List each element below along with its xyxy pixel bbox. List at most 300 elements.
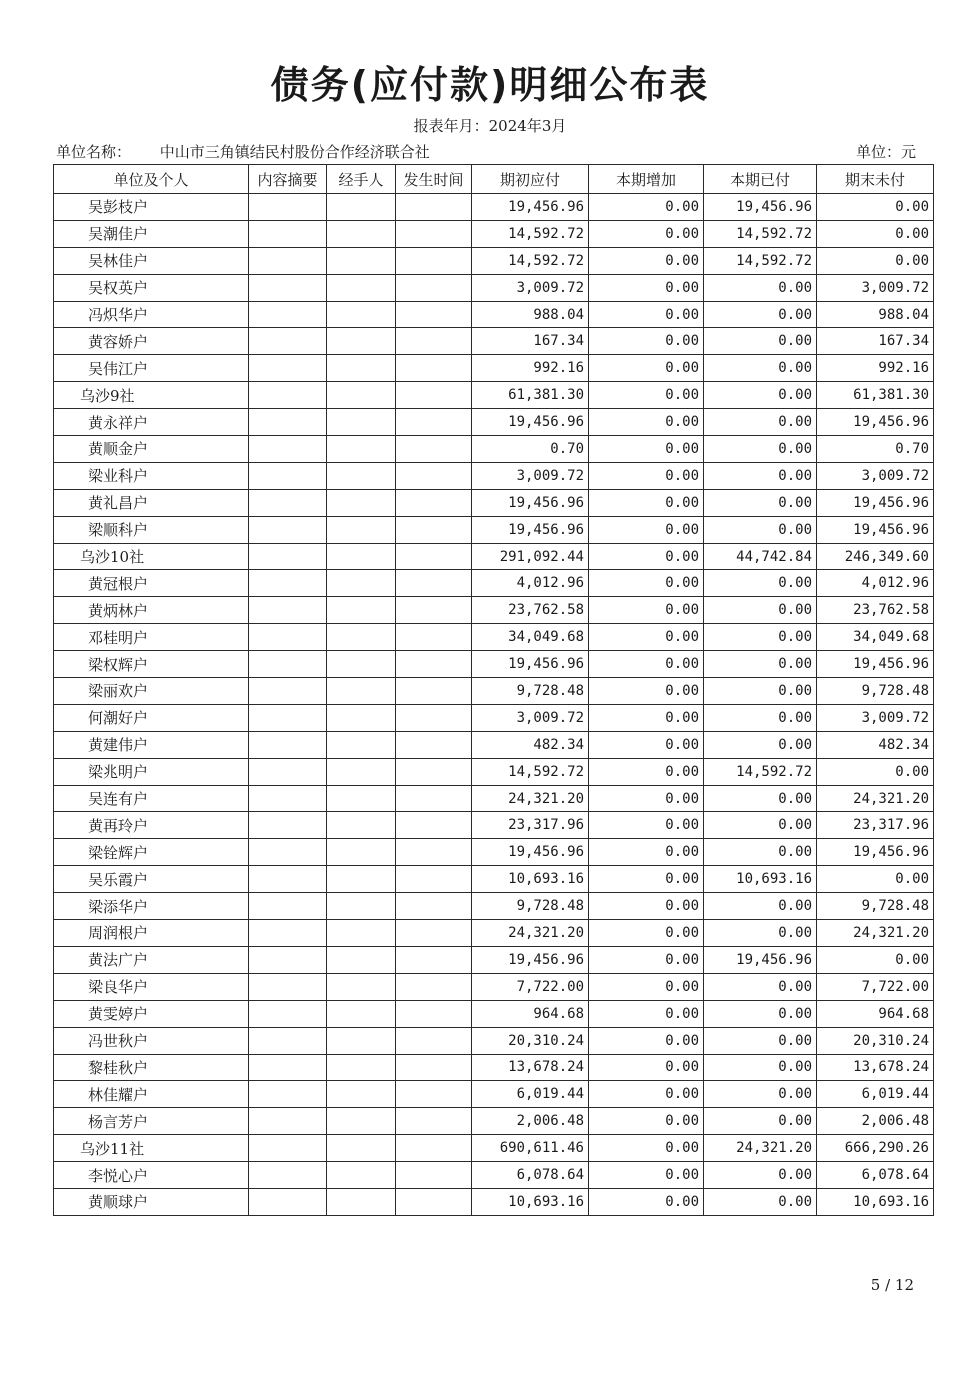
cell-unit-name: 邓桂明户 <box>54 624 249 651</box>
cell-paid: 10,693.16 <box>704 866 817 893</box>
cell-summary <box>249 758 327 785</box>
cell-date <box>396 597 472 624</box>
cell-increase: 0.00 <box>589 893 704 920</box>
cell-handler <box>327 785 396 812</box>
cell-handler <box>327 812 396 839</box>
cell-handler <box>327 301 396 328</box>
cell-unit-name: 黎桂秋户 <box>54 1054 249 1081</box>
table-row <box>54 194 934 221</box>
cell-opening: 19,456.96 <box>472 409 589 436</box>
cell-summary <box>249 812 327 839</box>
cell-paid: 44,742.84 <box>704 543 817 570</box>
cell-paid: 0.00 <box>704 516 817 543</box>
cell-unit-name: 吴权英户 <box>54 274 249 301</box>
cell-paid: 0.00 <box>704 1162 817 1189</box>
cell-summary <box>249 516 327 543</box>
cell-opening: 9,728.48 <box>472 678 589 705</box>
cell-unit-name: 梁顺科户 <box>54 516 249 543</box>
cell-increase: 0.00 <box>589 328 704 355</box>
table-row <box>54 651 934 678</box>
cell-handler <box>327 1108 396 1135</box>
cell-date <box>396 516 472 543</box>
cell-opening: 14,592.72 <box>472 758 589 785</box>
cell-increase: 0.00 <box>589 1188 704 1215</box>
cell-handler <box>327 1054 396 1081</box>
cell-opening: 34,049.68 <box>472 624 589 651</box>
cell-paid: 0.00 <box>704 355 817 382</box>
table-row <box>54 758 934 785</box>
table-row <box>54 436 934 463</box>
cell-closing: 992.16 <box>817 355 934 382</box>
cell-closing: 0.00 <box>817 247 934 274</box>
table-row <box>54 355 934 382</box>
cell-closing: 6,078.64 <box>817 1162 934 1189</box>
table-header-row <box>54 165 934 194</box>
cell-summary <box>249 409 327 436</box>
cell-opening: 24,321.20 <box>472 920 589 947</box>
cell-summary <box>249 866 327 893</box>
cell-increase: 0.00 <box>589 731 704 758</box>
cell-opening: 10,693.16 <box>472 1188 589 1215</box>
cell-closing: 2,006.48 <box>817 1108 934 1135</box>
cell-date <box>396 893 472 920</box>
cell-increase: 0.00 <box>589 812 704 839</box>
cell-paid: 0.00 <box>704 1027 817 1054</box>
cell-handler <box>327 624 396 651</box>
cell-date <box>396 274 472 301</box>
cell-handler <box>327 597 396 624</box>
cell-unit-name: 黄炳林户 <box>54 597 249 624</box>
table-row <box>54 516 934 543</box>
cell-increase: 0.00 <box>589 570 704 597</box>
cell-opening: 6,019.44 <box>472 1081 589 1108</box>
cell-date <box>396 328 472 355</box>
cell-handler <box>327 1162 396 1189</box>
col-header-summary: 内容摘要 <box>249 165 327 194</box>
table-row <box>54 220 934 247</box>
cell-opening: 19,456.96 <box>472 194 589 221</box>
table-row <box>54 570 934 597</box>
cell-summary <box>249 301 327 328</box>
cell-date <box>396 194 472 221</box>
ledger-table <box>53 164 934 1216</box>
cell-closing: 10,693.16 <box>817 1188 934 1215</box>
currency-unit: 单位：元 <box>855 143 916 161</box>
cell-paid: 0.00 <box>704 328 817 355</box>
table-row <box>54 785 934 812</box>
cell-unit-name: 梁铨辉户 <box>54 839 249 866</box>
cell-closing: 9,728.48 <box>817 678 934 705</box>
cell-opening: 9,728.48 <box>472 893 589 920</box>
cell-date <box>396 570 472 597</box>
cell-paid: 19,456.96 <box>704 946 817 973</box>
cell-paid: 0.00 <box>704 731 817 758</box>
cell-handler <box>327 678 396 705</box>
cell-date <box>396 704 472 731</box>
cell-increase: 0.00 <box>589 704 704 731</box>
cell-handler <box>327 516 396 543</box>
table-row <box>54 678 934 705</box>
cell-unit-name: 冯世秋户 <box>54 1027 249 1054</box>
cell-opening: 988.04 <box>472 301 589 328</box>
table-row <box>54 301 934 328</box>
cell-paid: 0.00 <box>704 920 817 947</box>
cell-opening: 3,009.72 <box>472 462 589 489</box>
cell-opening: 19,456.96 <box>472 839 589 866</box>
cell-opening: 690,611.46 <box>472 1135 589 1162</box>
cell-unit-name: 林佳耀户 <box>54 1081 249 1108</box>
cell-closing: 167.34 <box>817 328 934 355</box>
cell-paid: 0.00 <box>704 704 817 731</box>
cell-unit-name: 梁兆明户 <box>54 758 249 785</box>
cell-summary <box>249 462 327 489</box>
cell-date <box>396 866 472 893</box>
cell-handler <box>327 1000 396 1027</box>
cell-summary <box>249 651 327 678</box>
cell-unit-name: 吴潮佳户 <box>54 220 249 247</box>
cell-closing: 0.70 <box>817 436 934 463</box>
cell-closing: 0.00 <box>817 194 934 221</box>
cell-date <box>396 920 472 947</box>
cell-unit-name: 李悦心户 <box>54 1162 249 1189</box>
cell-unit-name: 吴乐霞户 <box>54 866 249 893</box>
cell-handler <box>327 839 396 866</box>
cell-closing: 34,049.68 <box>817 624 934 651</box>
cell-increase: 0.00 <box>589 301 704 328</box>
cell-paid: 24,321.20 <box>704 1135 817 1162</box>
cell-paid: 0.00 <box>704 973 817 1000</box>
table-body <box>54 194 934 1216</box>
cell-unit-name: 梁良华户 <box>54 973 249 1000</box>
cell-date <box>396 436 472 463</box>
cell-summary <box>249 1081 327 1108</box>
unit-info <box>56 141 430 162</box>
cell-date <box>396 785 472 812</box>
cell-increase: 0.00 <box>589 1054 704 1081</box>
cell-paid: 0.00 <box>704 382 817 409</box>
cell-opening: 23,762.58 <box>472 597 589 624</box>
cell-closing: 3,009.72 <box>817 274 934 301</box>
cell-unit-name: 乌沙11社 <box>54 1135 249 1162</box>
cell-handler <box>327 220 396 247</box>
cell-date <box>396 1188 472 1215</box>
cell-date <box>396 973 472 1000</box>
cell-unit-name: 吴连有户 <box>54 785 249 812</box>
cell-paid: 0.00 <box>704 597 817 624</box>
cell-handler <box>327 920 396 947</box>
cell-summary <box>249 1108 327 1135</box>
cell-unit-name: 黄永祥户 <box>54 409 249 436</box>
cell-summary <box>249 946 327 973</box>
cell-paid: 19,456.96 <box>704 194 817 221</box>
cell-opening: 992.16 <box>472 355 589 382</box>
cell-increase: 0.00 <box>589 839 704 866</box>
table-row <box>54 274 934 301</box>
cell-paid: 0.00 <box>704 1000 817 1027</box>
table-row <box>54 704 934 731</box>
cell-closing: 666,290.26 <box>817 1135 934 1162</box>
cell-date <box>396 462 472 489</box>
cell-opening: 61,381.30 <box>472 382 589 409</box>
cell-opening: 2,006.48 <box>472 1108 589 1135</box>
cell-date <box>396 839 472 866</box>
cell-date <box>396 1135 472 1162</box>
cell-closing: 61,381.30 <box>817 382 934 409</box>
table-row <box>54 624 934 651</box>
cell-increase: 0.00 <box>589 247 704 274</box>
cell-handler <box>327 462 396 489</box>
table-row <box>54 382 934 409</box>
cell-increase: 0.00 <box>589 220 704 247</box>
cell-summary <box>249 1000 327 1027</box>
cell-opening: 19,456.96 <box>472 516 589 543</box>
col-header-opening: 期初应付 <box>472 165 589 194</box>
cell-opening: 7,722.00 <box>472 973 589 1000</box>
table-row <box>54 409 934 436</box>
cell-summary <box>249 489 327 516</box>
cell-increase: 0.00 <box>589 920 704 947</box>
cell-unit-name: 吴彭枝户 <box>54 194 249 221</box>
cell-closing: 23,317.96 <box>817 812 934 839</box>
cell-date <box>396 731 472 758</box>
cell-summary <box>249 624 327 651</box>
cell-closing: 19,456.96 <box>817 489 934 516</box>
cell-summary <box>249 704 327 731</box>
cell-unit-name: 黄冠根户 <box>54 570 249 597</box>
cell-paid: 0.00 <box>704 409 817 436</box>
cell-paid: 0.00 <box>704 301 817 328</box>
cell-increase: 0.00 <box>589 624 704 651</box>
cell-date <box>396 651 472 678</box>
cell-increase: 0.00 <box>589 489 704 516</box>
cell-closing: 23,762.58 <box>817 597 934 624</box>
table-row <box>54 1000 934 1027</box>
cell-paid: 0.00 <box>704 570 817 597</box>
cell-handler <box>327 247 396 274</box>
cell-unit-name: 杨言芳户 <box>54 1108 249 1135</box>
table-row <box>54 597 934 624</box>
cell-handler <box>327 946 396 973</box>
cell-increase: 0.00 <box>589 973 704 1000</box>
cell-handler <box>327 1081 396 1108</box>
cell-unit-name: 黄容娇户 <box>54 328 249 355</box>
cell-paid: 0.00 <box>704 785 817 812</box>
cell-increase: 0.00 <box>589 194 704 221</box>
cell-paid: 0.00 <box>704 274 817 301</box>
cell-date <box>396 409 472 436</box>
cell-handler <box>327 409 396 436</box>
cell-summary <box>249 893 327 920</box>
col-header-closing: 期末未付 <box>817 165 934 194</box>
cell-paid: 0.00 <box>704 462 817 489</box>
cell-summary <box>249 1054 327 1081</box>
cell-increase: 0.00 <box>589 1108 704 1135</box>
cell-unit-name: 梁权辉户 <box>54 651 249 678</box>
cell-closing: 964.68 <box>817 1000 934 1027</box>
cell-summary <box>249 731 327 758</box>
cell-opening: 20,310.24 <box>472 1027 589 1054</box>
cell-opening: 14,592.72 <box>472 220 589 247</box>
cell-handler <box>327 1135 396 1162</box>
cell-date <box>396 624 472 651</box>
cell-closing: 24,321.20 <box>817 920 934 947</box>
cell-date <box>396 812 472 839</box>
cell-closing: 0.00 <box>817 866 934 893</box>
cell-handler <box>327 194 396 221</box>
col-header-handler: 经手人 <box>327 165 396 194</box>
col-header-date: 发生时间 <box>396 165 472 194</box>
cell-opening: 19,456.96 <box>472 946 589 973</box>
cell-summary <box>249 570 327 597</box>
cell-date <box>396 489 472 516</box>
cell-increase: 0.00 <box>589 651 704 678</box>
cell-opening: 19,456.96 <box>472 651 589 678</box>
col-header-increase: 本期增加 <box>589 165 704 194</box>
cell-summary <box>249 1135 327 1162</box>
cell-increase: 0.00 <box>589 678 704 705</box>
cell-opening: 964.68 <box>472 1000 589 1027</box>
table-row <box>54 812 934 839</box>
cell-paid: 0.00 <box>704 678 817 705</box>
table-row <box>54 920 934 947</box>
cell-paid: 0.00 <box>704 1054 817 1081</box>
cell-date <box>396 247 472 274</box>
cell-increase: 0.00 <box>589 409 704 436</box>
cell-increase: 0.00 <box>589 866 704 893</box>
cell-opening: 6,078.64 <box>472 1162 589 1189</box>
cell-date <box>396 1000 472 1027</box>
cell-closing: 0.00 <box>817 220 934 247</box>
cell-summary <box>249 543 327 570</box>
cell-summary <box>249 355 327 382</box>
cell-handler <box>327 489 396 516</box>
table-row <box>54 1054 934 1081</box>
table-row <box>54 893 934 920</box>
cell-summary <box>249 274 327 301</box>
cell-date <box>396 382 472 409</box>
page-number: 5 / 12 <box>870 1276 914 1294</box>
cell-date <box>396 678 472 705</box>
cell-increase: 0.00 <box>589 758 704 785</box>
cell-handler <box>327 355 396 382</box>
cell-date <box>396 1054 472 1081</box>
document-title: 债务(应付款)明细公布表 <box>270 63 710 107</box>
cell-unit-name: 吴伟江户 <box>54 355 249 382</box>
cell-handler <box>327 893 396 920</box>
cell-closing: 13,678.24 <box>817 1054 934 1081</box>
cell-handler <box>327 382 396 409</box>
cell-summary <box>249 973 327 1000</box>
unit-name-label: 单位名称： <box>56 143 132 161</box>
cell-paid: 0.00 <box>704 1108 817 1135</box>
cell-summary <box>249 220 327 247</box>
cell-paid: 0.00 <box>704 624 817 651</box>
table-row <box>54 1135 934 1162</box>
cell-closing: 0.00 <box>817 946 934 973</box>
cell-date <box>396 946 472 973</box>
cell-summary <box>249 382 327 409</box>
cell-paid: 14,592.72 <box>704 247 817 274</box>
cell-opening: 3,009.72 <box>472 704 589 731</box>
cell-summary <box>249 597 327 624</box>
cell-increase: 0.00 <box>589 516 704 543</box>
cell-summary <box>249 678 327 705</box>
cell-summary <box>249 920 327 947</box>
table-row <box>54 1081 934 1108</box>
cell-unit-name: 黄顺球户 <box>54 1188 249 1215</box>
cell-paid: 0.00 <box>704 839 817 866</box>
table-row <box>54 1027 934 1054</box>
table-row <box>54 731 934 758</box>
cell-opening: 13,678.24 <box>472 1054 589 1081</box>
cell-unit-name: 梁丽欢户 <box>54 678 249 705</box>
cell-paid: 0.00 <box>704 651 817 678</box>
cell-summary <box>249 194 327 221</box>
cell-handler <box>327 274 396 301</box>
cell-date <box>396 758 472 785</box>
table-row <box>54 1108 934 1135</box>
cell-increase: 0.00 <box>589 1162 704 1189</box>
cell-unit-name: 黄建伟户 <box>54 731 249 758</box>
cell-increase: 0.00 <box>589 1135 704 1162</box>
cell-paid: 0.00 <box>704 436 817 463</box>
cell-increase: 0.00 <box>589 946 704 973</box>
cell-summary <box>249 839 327 866</box>
cell-opening: 14,592.72 <box>472 247 589 274</box>
cell-date <box>396 1162 472 1189</box>
table-row <box>54 839 934 866</box>
cell-closing: 19,456.96 <box>817 651 934 678</box>
cell-closing: 20,310.24 <box>817 1027 934 1054</box>
cell-increase: 0.00 <box>589 1027 704 1054</box>
table-row <box>54 489 934 516</box>
cell-increase: 0.00 <box>589 543 704 570</box>
cell-unit-name: 何潮好户 <box>54 704 249 731</box>
cell-closing: 0.00 <box>817 758 934 785</box>
cell-summary <box>249 436 327 463</box>
table-row <box>54 328 934 355</box>
table-row <box>54 247 934 274</box>
cell-date <box>396 1081 472 1108</box>
cell-closing: 19,456.96 <box>817 839 934 866</box>
cell-unit-name: 黄雯婷户 <box>54 1000 249 1027</box>
table-row <box>54 1162 934 1189</box>
cell-handler <box>327 704 396 731</box>
table-row <box>54 866 934 893</box>
cell-unit-name: 冯炽华户 <box>54 301 249 328</box>
cell-date <box>396 543 472 570</box>
cell-unit-name: 黄再玲户 <box>54 812 249 839</box>
cell-closing: 482.34 <box>817 731 934 758</box>
cell-closing: 246,349.60 <box>817 543 934 570</box>
cell-unit-name: 黄法广户 <box>54 946 249 973</box>
cell-handler <box>327 570 396 597</box>
cell-paid: 0.00 <box>704 812 817 839</box>
unit-name-value: 中山市三角镇结民村股份合作经济联合社 <box>159 143 430 161</box>
cell-closing: 6,019.44 <box>817 1081 934 1108</box>
cell-unit-name: 黄礼昌户 <box>54 489 249 516</box>
cell-date <box>396 301 472 328</box>
cell-handler <box>327 651 396 678</box>
cell-unit-name: 周润根户 <box>54 920 249 947</box>
cell-closing: 19,456.96 <box>817 516 934 543</box>
cell-date <box>396 355 472 382</box>
cell-handler <box>327 328 396 355</box>
cell-closing: 3,009.72 <box>817 462 934 489</box>
cell-opening: 482.34 <box>472 731 589 758</box>
table-row <box>54 946 934 973</box>
cell-increase: 0.00 <box>589 597 704 624</box>
